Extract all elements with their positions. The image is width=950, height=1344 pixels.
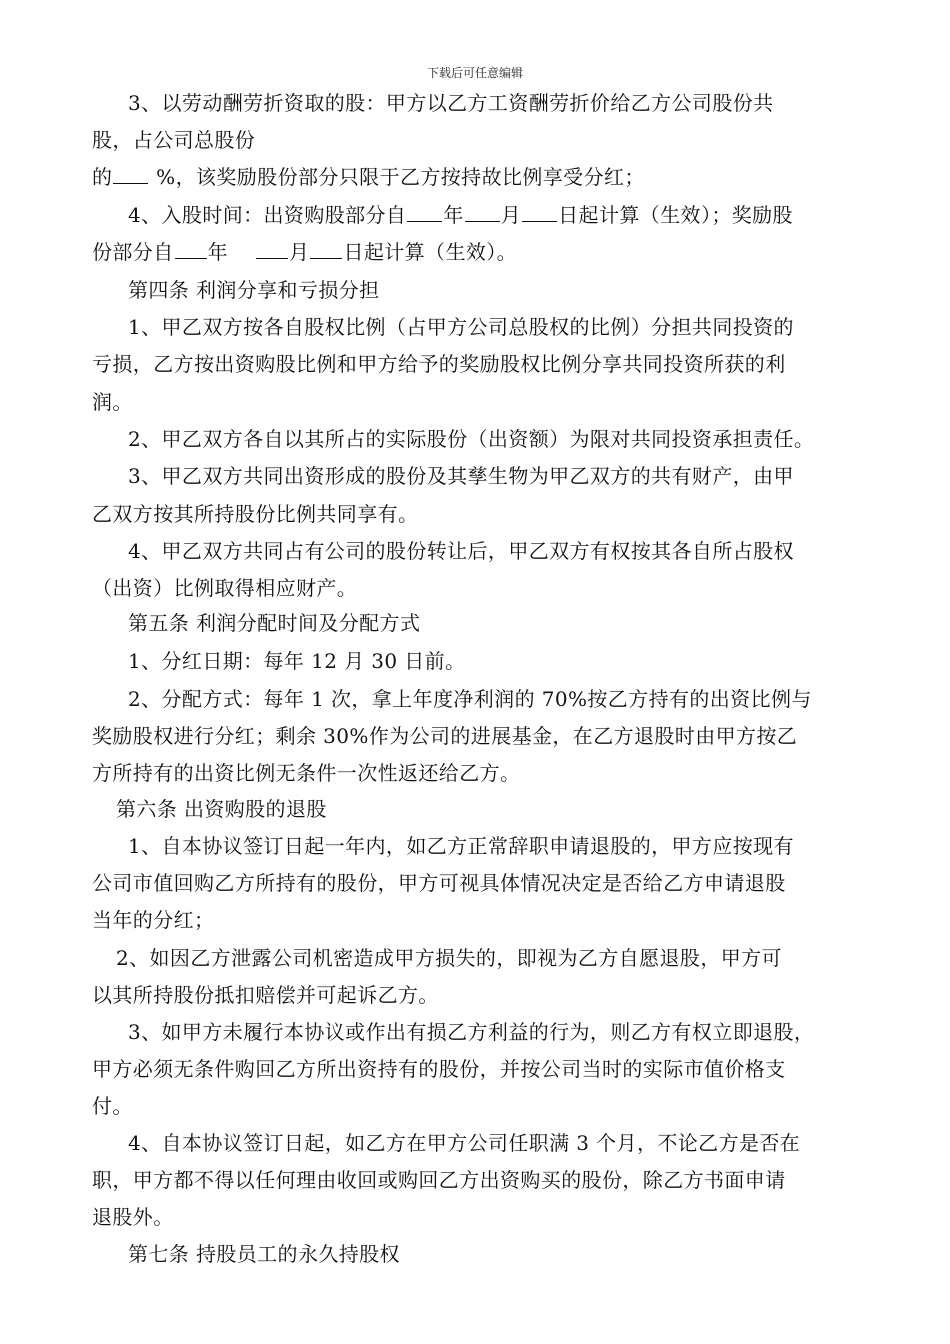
paragraph-line: 3、以劳动酬劳折资取的股：甲方以乙方工资酬劳折价给乙方公司股份共 (128, 91, 774, 115)
paragraph-line: （出资）比例取得相应财产。 (92, 576, 358, 600)
fill-blank (175, 238, 207, 259)
paragraph-line: 甲方必须无条件购回乙方所出资持有的股份，并按公司当时的实际市值价格支 (92, 1057, 786, 1081)
paragraph-line: 2、分配方式：每年 1 次，拿上年度净利润的 70%按乙方持有的出资比例与 (128, 687, 812, 711)
paragraph-line: 3、如甲方未履行本协议或作出有损乙方利益的行为，则乙方有权立即退股， (128, 1020, 815, 1044)
fill-blank (522, 201, 557, 222)
paragraph-line: 退股外。 (92, 1205, 174, 1229)
paragraph-line: 4、自本协议签订日起，如乙方在甲方公司任职满 3 个月，不论乙方是否在 (128, 1131, 801, 1155)
paragraph-line: 职，甲方都不得以任何理由收回或购回乙方出资购买的股份，除乙方书面申请 (92, 1168, 786, 1192)
section-heading: 第五条 利润分配时间及分配方式 (128, 611, 421, 635)
page-header: 下载后可任意编辑 (426, 66, 523, 80)
fill-blank (113, 163, 148, 184)
paragraph-line: 股，占公司总股份 (92, 128, 256, 152)
paragraph-line: 润。 (92, 390, 133, 414)
paragraph-line: 1、甲乙双方按各自股权比例（占甲方公司总股权的比例）分担共同投资的 (128, 315, 794, 339)
text-fragment: 日起计算（生效）；奖励股 (558, 203, 793, 227)
paragraph-line: 2、如因乙方泄露公司机密造成甲方损失的，即视为乙方自愿退股，甲方可 (116, 946, 782, 970)
paragraph-line: 以其所持股份抵扣赔偿并可起诉乙方。 (92, 983, 439, 1007)
paragraph-line (92, 238, 517, 266)
text-fragment: 份部分自 (92, 240, 174, 264)
text-fragment: 日起计算（生效）。 (343, 240, 518, 264)
paragraph-line: 3、甲乙双方共同出资形成的股份及其孳生物为甲乙双方的共有财产，由甲 (128, 464, 794, 488)
fill-blank (407, 201, 442, 222)
paragraph-line: 奖励股权进行分红；剩余 30%作为公司的进展基金，在乙方退股时由甲方按乙 (92, 724, 798, 748)
paragraph-line: 1、分红日期：每年 12 月 30 日前。 (128, 649, 466, 673)
paragraph-line: 付。 (92, 1094, 133, 1118)
section-heading: 第六条 出资购股的退股 (116, 797, 327, 821)
paragraph-line (128, 201, 793, 229)
section-heading: 第七条 持股员工的永久持股权 (128, 1242, 400, 1266)
paragraph-line: 当年的分红； (92, 908, 215, 932)
fill-blank (310, 238, 342, 259)
paragraph-line: 1、自本协议签订日起一年内，如乙方正常辞职申请退股的，甲方应按现有 (128, 834, 794, 858)
text-fragment: %，该奖励股份部分只限于乙方按持故比例享受分红； (156, 165, 645, 189)
paragraph-line (92, 163, 645, 191)
section-heading: 第四条 利润分享和亏损分担 (128, 278, 380, 302)
paragraph-line: 乙双方按其所持股份比例共同享有。 (92, 502, 419, 526)
paragraph-line: 4、甲乙双方共同占有公司的股份转让后，甲乙双方有权按其各自所占股权 (128, 539, 794, 563)
fill-blank (465, 201, 500, 222)
text-fragment: 年 (207, 240, 229, 264)
paragraph-line: 2、甲乙双方各自以其所占的实际股份（出资额）为限对共同投资承担责任。 (128, 427, 815, 451)
paragraph-line: 公司市值回购乙方所持有的股份，甲方可视具体情况决定是否给乙方申请退股 (92, 871, 786, 895)
text-fragment: 月 (500, 203, 522, 227)
paragraph-line: 方所持有的出资比例无条件一次性返还给乙方。 (92, 761, 521, 785)
text-fragment: 4、入股时间：出资购股部分自 (128, 203, 407, 227)
text-fragment: 的 (92, 165, 113, 189)
text-fragment: 月 (289, 240, 310, 264)
fill-blank (256, 238, 288, 259)
text-fragment: 年 (443, 203, 464, 227)
paragraph-line: 亏损，乙方按出资购股比例和甲方给予的奖励股权比例分享共同投资所获的利 (92, 352, 786, 376)
